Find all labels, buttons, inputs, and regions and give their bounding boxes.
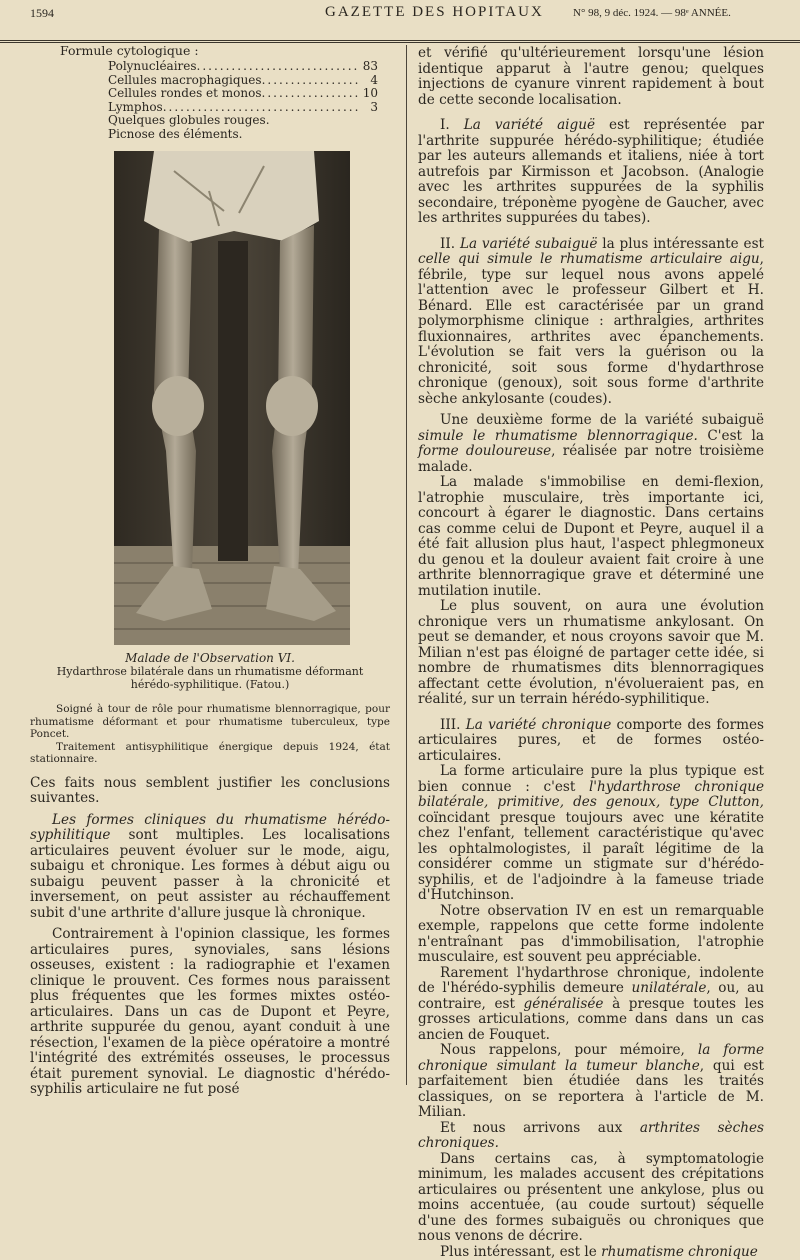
formula-heading: Formule cytologique : [60, 44, 390, 58]
cytology-value: 3 [358, 101, 378, 115]
cytology-note: Picnose des éléments. [108, 128, 378, 142]
cytology-label: Cellules rondes et monos [108, 87, 262, 101]
text-run: comporte des formes articulaires pures, et de formes ostéo-articulaires. [418, 717, 764, 764]
text-run: à presque toutes les grosses articulations, comme dans dans un cas ancien de Fouquet. [418, 996, 764, 1043]
paragraph [418, 1121, 764, 1152]
cytology-row [108, 101, 378, 115]
paragraph [418, 1245, 764, 1260]
paragraph [418, 1152, 764, 1245]
italic-run: La variété chronique [466, 717, 612, 733]
paragraph [418, 237, 764, 408]
text-run: Notre observation IV en est un remarquable exemple, rappelons que cette forme indolente n'entraînant pas d'immobilisation, l'atrophie musculaire, est souvent peu appréciable. [418, 903, 764, 966]
text-run: Nous rappelons, pour mémoire, [440, 1042, 698, 1058]
text-run: coïncidant presque toujours avec une kératite chez l'enfant, tellement caractéristique qu'avec les ophtalmologistes, il paraît légitime de la considérer comme un stigmate sur d'hérédo-syphilis, et de l'adjoindre à la fameuse triade d'Hutchinson. [418, 810, 764, 904]
photograph-drawing [114, 151, 350, 645]
issue-info: N° 98, 9 déc. 1924. — 98ᵉ ANNÉE. [573, 7, 731, 19]
text-run: la plus intéressante est [597, 236, 764, 252]
observation-note: Soigné à tour de rôle pour rhumatisme blennorragique, pour rhumatisme déformant et pour rhumatisme tuberculeux, type Poncet. [30, 703, 390, 741]
text-run: Rarement l'hydarthrose chronique, indolente de l'hérédo-syphilis demeure [418, 965, 764, 997]
paragraph [30, 927, 390, 1098]
page-header [0, 0, 800, 43]
italic-run: La variété subaiguë [460, 236, 597, 252]
italic-run: généralisée [524, 996, 604, 1012]
italic-run: La variété aiguë [464, 117, 595, 133]
paragraph [418, 118, 764, 227]
paragraph [418, 599, 764, 708]
left-column [30, 44, 390, 1098]
text-run: III. [440, 717, 466, 733]
paragraph [418, 1043, 764, 1121]
photo-caption-text: Hydarthrose bilatérale dans un rhumatisme déformant hérédo-syphilitique. (Fatou.) [30, 665, 390, 691]
page-number: 1594 [30, 6, 54, 21]
right-column [418, 46, 764, 1260]
text-run: Et nous arrivons aux [440, 1120, 640, 1136]
text-run: , ou, au contraire, est [418, 980, 764, 1012]
paragraph [418, 46, 764, 108]
dot-leader [163, 101, 358, 115]
italic-run: arthrites sèches chroniques. [418, 1120, 764, 1152]
cytology-value: 10 [358, 87, 378, 101]
text-run: C'est la [698, 428, 764, 444]
italic-run: unilatérale [632, 980, 707, 996]
observation-notes [30, 703, 390, 766]
text-run: Plus intéressant, est le [440, 1244, 601, 1260]
text-run: Contrairement à l'opinion classique, les formes articulaires pures, synoviales, sans lésions osseuses, existent : la radiographie et l'examen clinique le prouvent. Ces formes nous paraissent plus fréquentes que les formes mixtes ostéo-articulaires. Dans un cas de Dupont et Peyre, arthrite suppurée du genou, ayant conduit à une résection, l'examen de la pièce opératoire a montré l'intégrité des extrémités osseuses, le processus était purement synovial. Le diagnostic d'hérédo-syphilis articulaire ne fut posé [30, 926, 390, 1097]
italic-run: Les formes cliniques du rhumatisme hérédo-syphilitique [30, 812, 390, 844]
cytology-value: 83 [358, 60, 378, 74]
text-run: Le plus souvent, on aura une évolution chronique vers un rhumatisme ankylosant. On peut se demander, et nous croyons savoir que M. Milian n'est pas éloigné de partager cette idée, si nombre de rhumatismes dits blennorragiques affectant cette évolution, n'évolueraient pas, en réalité, sur un terrain hérédo-syphilitique. [418, 598, 764, 707]
text-run: est représentée par l'arthrite suppurée hérédo-syphilitique; étudiée par les auteurs allemands et italiens, niée à tort autrefois par Kirmisson et Jacobson. (Analogie avec les arthrites suppurées de la syphilis secondaire, tréponème pyogène de Gaucher, avec les arthrites suppurées du tabes). [418, 117, 764, 226]
text-run: sont multiples. Les localisations articulaires peuvent évoluer sur le mode, aigu, subaigu et chronique. Les formes à début aigu ou subaigu peuvent passer à la chronicité et inversement, on peut assister au réchauffement subit d'une arthrite d'allure jusque là chronique. [30, 827, 390, 921]
cytology-label: Polynucléaires [108, 60, 197, 74]
text-run: et vérifié qu'ultérieurement lorsqu'une lésion identique apparut à l'autre genou; quelques injections de cyanure vinrent rapidement à bout de cette seconde localisation. [418, 45, 764, 108]
paragraph [30, 813, 390, 922]
italic-run: la forme chronique simulant la tumeur blanche [418, 1042, 764, 1074]
paragraph [418, 904, 764, 966]
paragraph [30, 776, 390, 807]
observation-note: Traitement antisyphilitique énergique depuis 1924, état stationnaire. [30, 741, 390, 766]
cytology-row [108, 87, 378, 101]
italic-run: rhumatisme chronique [601, 1244, 758, 1260]
text-run: La malade s'immobilise en demi-flexion, l'atrophie musculaire, très importante ici, concourt à égarer le diagnostic. Dans certains cas comme celui de Dupont et Peyre, auquel il a été fait allusion plus haut, l'aspect phlegmoneux du genou et la douleur avaient fait croire à une arthrite blennorragique grave et déterminé une mutilation inutile. [418, 474, 764, 599]
dot-leader [197, 60, 358, 74]
journal-title: GAZETTE DES HOPITAUX [325, 4, 544, 21]
text-run: Une deuxième forme de la variété subaiguë [440, 412, 764, 428]
italic-run: simule le rhumatisme blennorragique. [418, 428, 698, 444]
italic-run: forme douloureuse [418, 443, 551, 459]
paragraph [418, 764, 764, 904]
dot-leader [262, 87, 359, 101]
photo-caption-title: Malade de l'Observation VI. [30, 651, 390, 665]
italic-run: celle qui simule le rhumatisme articulaire aigu [418, 251, 760, 267]
cytology-row [108, 60, 378, 74]
text-run: , réalisée par notre troisième malade. [418, 443, 764, 475]
text-run: Ces faits nous semblent justifier les conclusions suivantes. [30, 775, 390, 807]
paragraph [418, 475, 764, 599]
text-run: Dans certains cas, à symptomatologie minimum, les malades accusent des crépitations articulaires ou présentent une ankylose, plus ou moins accentuée, (au coude surtout) séquelle d'une des formes subaiguës ou chroniques que nous venons de décrire. [418, 1151, 764, 1245]
dot-leader [262, 74, 358, 88]
text-run: , qui est parfaitement bien étudiée dans les traités classiques, on se reportera à l'article de M. Milian. [418, 1058, 764, 1121]
patient-photograph [114, 151, 350, 645]
cytology-value: 4 [358, 74, 378, 88]
cytology-note: Quelques globules rouges. [108, 114, 378, 128]
paragraph [418, 966, 764, 1044]
paragraph [418, 718, 764, 765]
text-run: La forme articulaire pure la plus typique est bien connue : c'est [418, 763, 764, 795]
cytology-list [108, 60, 378, 141]
text-run: I. [440, 117, 464, 133]
cytology-row [108, 74, 378, 88]
column-rule [406, 45, 407, 1085]
cytology-label: Lymphos [108, 101, 163, 115]
text-run: , fébrile, type sur lequel nous avons appelé l'attention avec le professeur Gilbert et H. Bénard. Elle est caractérisée par un grand polymorphisme clinique : arthralgies, arthrites fluxionnaires, arthrites avec épanchements. L'évolution se fait vers la guérison ou la chronicité, soit sous forme d'hydarthrose chronique (genoux), soit sous forme d'arthrite sèche ankylosante (coudes). [418, 251, 764, 407]
italic-run: l'hydarthrose chronique bilatérale, primitive, des genoux, type Clutton, [418, 779, 764, 811]
cytology-label: Cellules macrophagiques [108, 74, 262, 88]
text-run: II. [440, 236, 460, 252]
paragraph [418, 413, 764, 475]
